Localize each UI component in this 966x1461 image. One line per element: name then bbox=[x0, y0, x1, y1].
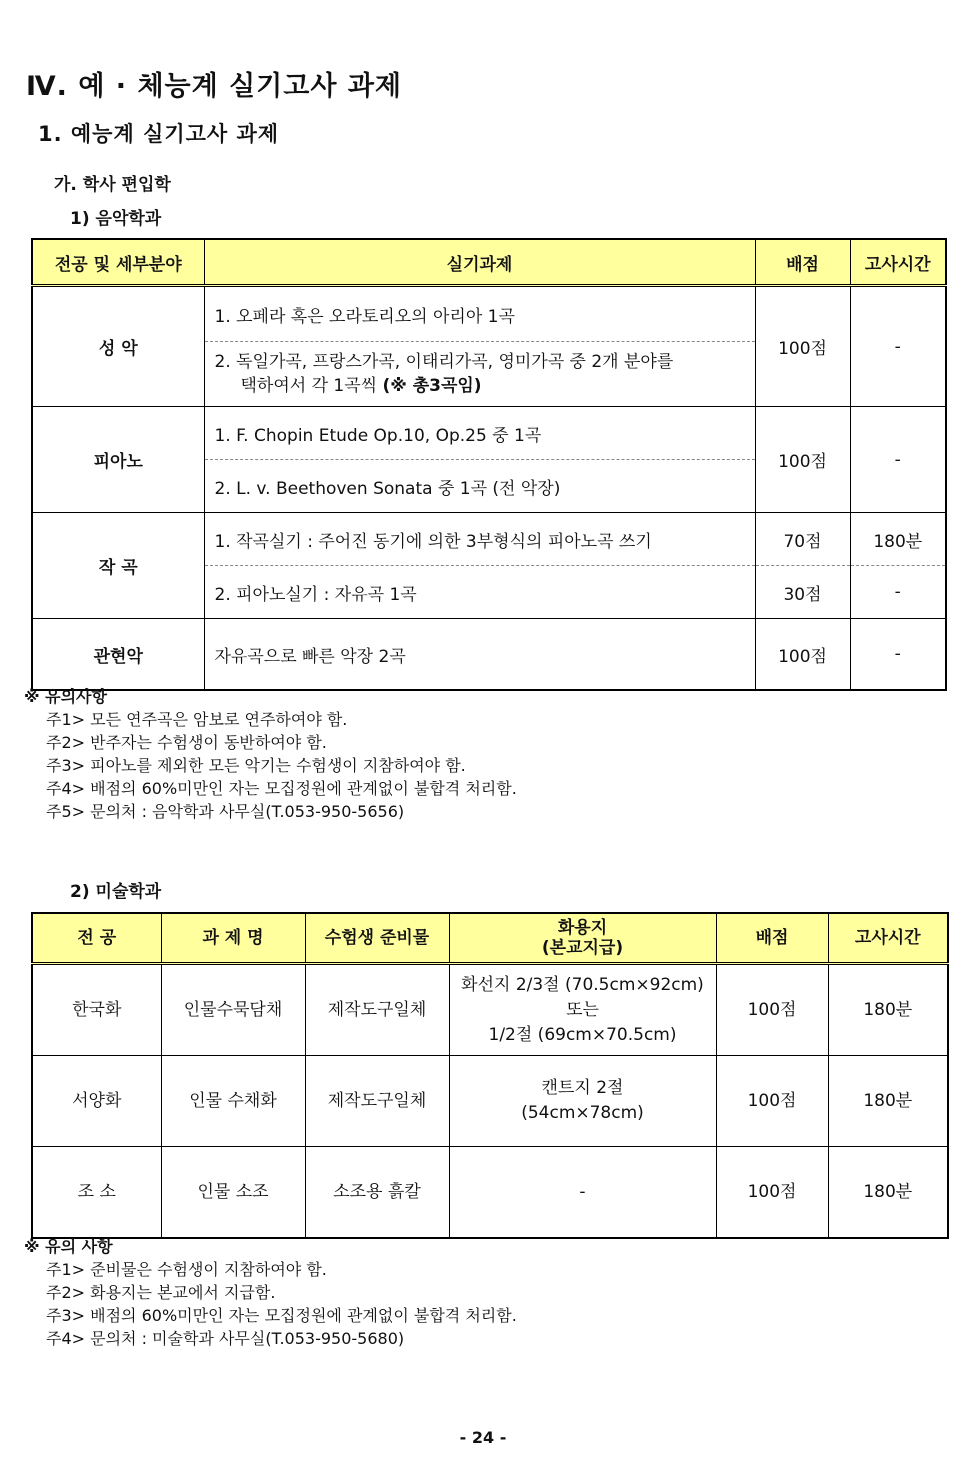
header-major: 전 공 bbox=[32, 913, 161, 964]
table-row bbox=[32, 1147, 948, 1239]
piano-score: 100점 bbox=[755, 407, 850, 513]
row1-task: 인물수묵담채 bbox=[161, 964, 305, 1056]
art-note-1: 주1> 준비물은 수험생이 지참하여야 함. bbox=[46, 1260, 327, 1279]
row2-paper bbox=[449, 1056, 716, 1147]
row2-score: 100점 bbox=[716, 1056, 828, 1147]
piano-task-1: 1. F. Chopin Etude Op.10, Op.25 중 1곡 bbox=[204, 407, 755, 460]
art-note-4: 주4> 문의처 : 미술학과 사무실(T.053-950-5680) bbox=[46, 1329, 405, 1348]
composition-score-1: 70점 bbox=[755, 513, 850, 566]
subsection-title: 1. 예능계 실기고사 과제 bbox=[38, 122, 280, 146]
vocal-score: 100점 bbox=[755, 286, 850, 407]
row2-time: 180분 bbox=[828, 1056, 948, 1147]
table-row bbox=[32, 1056, 948, 1147]
section-title: Ⅳ. 예 · 체능계 실기고사 과제 bbox=[26, 71, 402, 102]
piano-time: - bbox=[850, 407, 946, 513]
row3-paper: - bbox=[449, 1147, 716, 1239]
vocal-task-2-emphasis: (※ 총3곡임) bbox=[382, 376, 482, 396]
row3-prep: 소조용 흙칼 bbox=[305, 1147, 449, 1239]
row1-time: 180분 bbox=[828, 964, 948, 1056]
row2-task: 인물 수채화 bbox=[161, 1056, 305, 1147]
table-row bbox=[32, 964, 948, 1056]
piano-task-2: 2. L. v. Beethoven Sonata 중 1곡 (전 악장) bbox=[204, 460, 755, 513]
row2-paper-line2: (54cm×78cm) bbox=[521, 1103, 644, 1123]
row1-paper bbox=[449, 964, 716, 1056]
major-composition: 작 곡 bbox=[32, 513, 204, 619]
art-notes bbox=[24, 1235, 517, 1350]
header-score: 배점 bbox=[755, 239, 850, 286]
art-exam-table bbox=[31, 912, 949, 1239]
orchestral-score: 100점 bbox=[755, 619, 850, 691]
music-note-1: 주1> 모든 연주곡은 암보로 연주하여야 함. bbox=[46, 710, 348, 729]
music-note-3: 주3> 피아노를 제외한 모든 악기는 수험생이 지참하여야 함. bbox=[46, 756, 466, 775]
vocal-task-2-text: 택하여서 각 1곡씩 bbox=[240, 376, 378, 396]
music-notes-title: ※ 유의사항 bbox=[24, 687, 107, 706]
table-row bbox=[32, 619, 946, 691]
composition-time-1: 180분 bbox=[850, 513, 946, 566]
vocal-task-1: 1. 오페라 혹은 오라토리오의 아리아 1곡 bbox=[204, 286, 755, 342]
header-prep: 수험생 준비물 bbox=[305, 913, 449, 964]
vocal-task-2-line1: 2. 독일가곡, 프랑스가곡, 이태리가곡, 영미가곡 중 2개 분야를 bbox=[214, 352, 674, 372]
row1-paper-line1: 화선지 2/3절 (70.5cm×92cm) bbox=[461, 974, 704, 995]
orchestral-task: 자유곡으로 빠른 악장 2곡 bbox=[204, 619, 755, 691]
header-score: 배점 bbox=[716, 913, 828, 964]
row3-time: 180분 bbox=[828, 1147, 948, 1239]
table-header-row bbox=[32, 913, 948, 964]
row1-score: 100점 bbox=[716, 964, 828, 1056]
art-notes-title: ※ 유의 사항 bbox=[24, 1237, 113, 1256]
header-time: 고사시간 bbox=[850, 239, 946, 286]
header-major: 전공 및 세부분야 bbox=[32, 239, 204, 286]
composition-score-2: 30점 bbox=[755, 566, 850, 619]
table-row bbox=[32, 286, 946, 342]
art-dept-title: 2) 미술학과 bbox=[70, 882, 162, 902]
row1-major: 한국화 bbox=[32, 964, 161, 1056]
row2-major: 서양화 bbox=[32, 1056, 161, 1147]
art-note-2: 주2> 화용지는 본교에서 지급함. bbox=[46, 1283, 276, 1302]
orchestral-time: - bbox=[850, 619, 946, 691]
row3-task: 인물 소조 bbox=[161, 1147, 305, 1239]
row2-paper-line1: 캔트지 2절 bbox=[541, 1078, 624, 1098]
music-note-5: 주5> 문의처 : 음악학과 사무실(T.053-950-5656) bbox=[46, 802, 405, 821]
composition-time-2: - bbox=[850, 566, 946, 619]
table-row bbox=[32, 407, 946, 460]
row3-major: 조 소 bbox=[32, 1147, 161, 1239]
vocal-task-2 bbox=[204, 342, 755, 407]
major-orchestral: 관현악 bbox=[32, 619, 204, 691]
header-task: 실기과제 bbox=[204, 239, 755, 286]
music-note-4: 주4> 배점의 60%미만인 자는 모집정원에 관계없이 불합격 처리함. bbox=[46, 779, 517, 798]
header-paper-line1: 화용지 bbox=[557, 918, 608, 938]
header-paper-line2: (본교지급) bbox=[541, 938, 624, 958]
row2-prep: 제작도구일체 bbox=[305, 1056, 449, 1147]
major-vocal: 성 악 bbox=[32, 286, 204, 407]
vocal-time: - bbox=[850, 286, 946, 407]
music-dept-title: 1) 음악학과 bbox=[70, 209, 162, 229]
row1-prep: 제작도구일체 bbox=[305, 964, 449, 1056]
page-number: - 24 - bbox=[459, 1428, 507, 1447]
major-piano: 피아노 bbox=[32, 407, 204, 513]
header-task: 과 제 명 bbox=[161, 913, 305, 964]
music-exam-table bbox=[31, 238, 947, 691]
table-header-row bbox=[32, 239, 946, 286]
header-paper bbox=[449, 913, 716, 964]
music-notes bbox=[24, 685, 517, 823]
row1-paper-line3: 1/2절 (69cm×70.5cm) bbox=[488, 1024, 677, 1045]
category-title: 가. 학사 편입학 bbox=[54, 175, 171, 195]
vocal-task-2-line2 bbox=[215, 374, 754, 398]
row1-paper-line2: 또는 bbox=[566, 999, 599, 1020]
composition-task-1: 1. 작곡실기 : 주어진 동기에 의한 3부형식의 피아노곡 쓰기 bbox=[204, 513, 755, 566]
row3-score: 100점 bbox=[716, 1147, 828, 1239]
art-note-3: 주3> 배점의 60%미만인 자는 모집정원에 관계없이 불합격 처리함. bbox=[46, 1306, 517, 1325]
composition-task-2: 2. 피아노실기 : 자유곡 1곡 bbox=[204, 566, 755, 619]
table-row bbox=[32, 513, 946, 566]
header-time: 고사시간 bbox=[828, 913, 948, 964]
music-note-2: 주2> 반주자는 수험생이 동반하여야 함. bbox=[46, 733, 327, 752]
